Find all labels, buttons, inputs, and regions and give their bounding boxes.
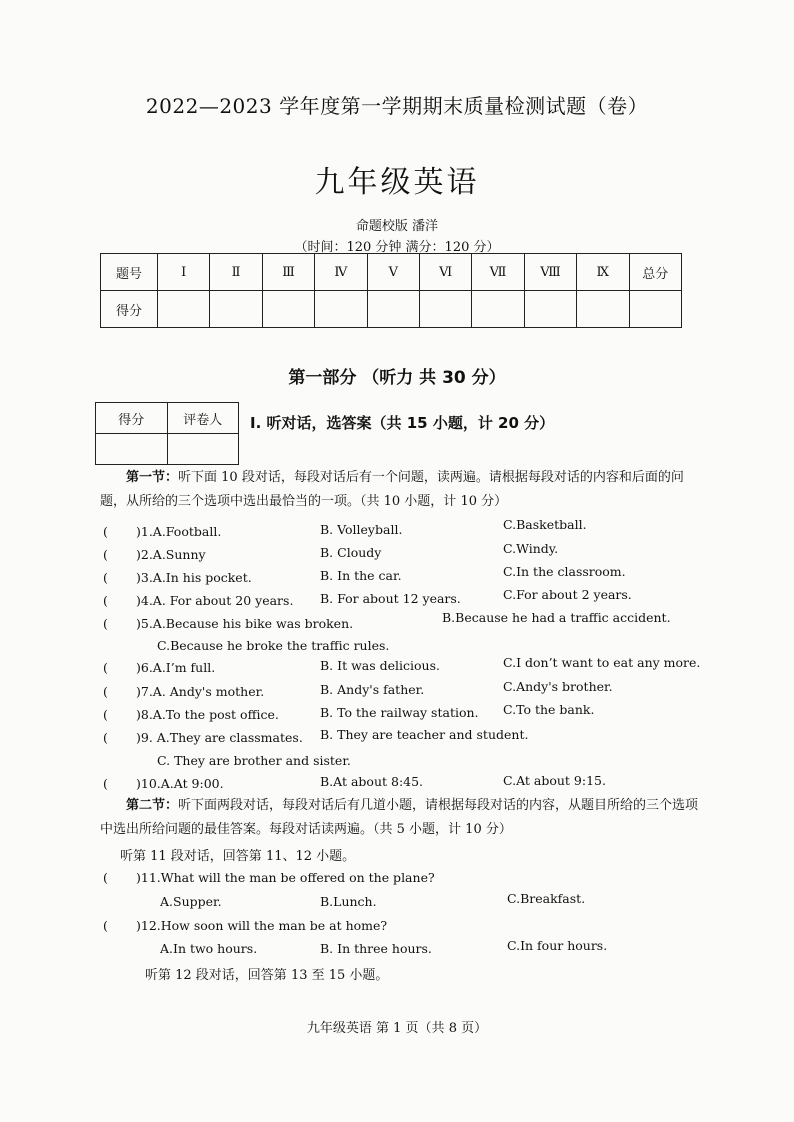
answer-blank[interactable]: ( bbox=[103, 660, 108, 675]
exam-title: 2022—2023 学年度第一学期期末质量检测试题（卷） bbox=[145, 94, 649, 118]
question-6-option-a: )6.A.I’m full. bbox=[136, 660, 216, 675]
score-table-col-9: Ⅸ bbox=[577, 254, 629, 291]
answer-blank[interactable]: ( bbox=[103, 707, 108, 722]
score-table-col-5: Ⅴ bbox=[367, 254, 419, 291]
score-cell[interactable] bbox=[367, 291, 419, 328]
answer-blank[interactable]: ( bbox=[103, 524, 108, 539]
question-2-option-b: B. Cloudy bbox=[320, 545, 382, 560]
question-11-option-a: A.Supper. bbox=[160, 894, 222, 909]
question-7-option-c: C.Andy's brother. bbox=[503, 679, 613, 694]
exam-time-info: （时间：120 分钟 满分：120 分） bbox=[294, 240, 500, 255]
score-table-col-2: Ⅱ bbox=[210, 254, 262, 291]
score-table-header-row bbox=[101, 254, 682, 291]
score-cell[interactable] bbox=[262, 291, 314, 328]
question-4-option-b: B. For about 12 years. bbox=[320, 591, 461, 606]
answer-blank[interactable]: ( bbox=[103, 593, 108, 608]
question-11-option-b: B.Lunch. bbox=[320, 894, 377, 909]
answer-blank[interactable]: ( bbox=[103, 684, 108, 699]
answer-blank[interactable]: ( bbox=[103, 870, 108, 885]
section2-text: 听下面两段对话，每段对话后有几道小题，请根据每段对话的内容，从题目所给的三个选项中选出所给问题的最佳答案。每段对话读两遍。（共 5 小题，计 10 分） bbox=[100, 798, 699, 837]
exam-author: 命题校版 潘洋 bbox=[355, 219, 439, 234]
grader-name-cell[interactable] bbox=[167, 434, 239, 465]
answer-blank[interactable]: ( bbox=[103, 616, 108, 631]
question-11-option-c: C.Breakfast. bbox=[507, 891, 586, 906]
part1-title: 第一部分 （听力 共 30 分） bbox=[288, 368, 506, 388]
score-table-col-1: Ⅰ bbox=[158, 254, 210, 291]
question-9-option-b: B. They are teacher and student. bbox=[320, 727, 529, 742]
question-7-option-b: B. Andy's father. bbox=[320, 682, 425, 697]
score-table-col-4: Ⅳ bbox=[315, 254, 367, 291]
answer-blank[interactable]: ( bbox=[103, 918, 108, 933]
question-9-option-c: C. They are brother and sister. bbox=[157, 753, 351, 768]
question-5-option-b: B.Because he had a traffic accident. bbox=[442, 610, 671, 625]
score-cell[interactable] bbox=[472, 291, 524, 328]
question-8-option-c: C.To the bank. bbox=[503, 702, 595, 717]
score-table-col-8: Ⅷ bbox=[524, 254, 576, 291]
score-table-col-6: Ⅵ bbox=[419, 254, 471, 291]
score-cell[interactable] bbox=[577, 291, 629, 328]
score-table-col-total: 总分 bbox=[629, 254, 681, 291]
question-3-option-c: C.In the classroom. bbox=[503, 564, 626, 579]
question-5-option-a: )5.A.Because his bike was broken. bbox=[136, 616, 354, 631]
question-1-option-c: C.Basketball. bbox=[503, 517, 587, 532]
score-cell[interactable] bbox=[315, 291, 367, 328]
dialog-11-intro: 听第 11 段对话，回答第 11、12 小题。 bbox=[120, 849, 356, 864]
dialog-12-intro: 听第 12 段对话，回答第 13 至 15 小题。 bbox=[145, 968, 389, 983]
question-8-option-a: )8.A.To the post office. bbox=[136, 707, 279, 722]
question-2-option-a: )2.A.Sunny bbox=[136, 547, 206, 562]
question-12-stem: )12.How soon will the man be at home? bbox=[136, 918, 388, 933]
question-6-option-c: C.I don’t want to eat any more. bbox=[503, 655, 701, 670]
answer-blank[interactable]: ( bbox=[103, 570, 108, 585]
answer-blank[interactable]: ( bbox=[103, 730, 108, 745]
score-table bbox=[100, 253, 682, 328]
question-1-option-a: )1.A.Football. bbox=[136, 524, 222, 539]
question-11-stem: )11.What will the man be offered on the plane? bbox=[136, 870, 435, 885]
grader-score-label: 得分 bbox=[96, 403, 168, 434]
grader-score-cell[interactable] bbox=[96, 434, 168, 465]
question-1-option-b: B. Volleyball. bbox=[320, 522, 403, 537]
section2-instructions bbox=[100, 794, 700, 842]
score-table-col-7: Ⅶ bbox=[472, 254, 524, 291]
grader-name-label: 评卷人 bbox=[167, 403, 239, 434]
question-3-option-b: B. In the car. bbox=[320, 568, 402, 583]
question-8-option-b: B. To the railway station. bbox=[320, 705, 479, 720]
section-heading: Ⅰ. 听对话，选答案（共 15 小题，计 20 分） bbox=[250, 414, 555, 432]
question-9-option-a: )9. A.They are classmates. bbox=[136, 730, 303, 745]
question-4-option-a: )4.A. For about 20 years. bbox=[136, 593, 294, 608]
question-4-option-c: C.For about 2 years. bbox=[503, 587, 632, 602]
grader-table bbox=[95, 402, 239, 465]
score-table-score-row bbox=[101, 291, 682, 328]
answer-blank[interactable]: ( bbox=[103, 547, 108, 562]
section1-instructions bbox=[100, 466, 700, 514]
page-footer: 九年级英语 第 1 页（共 8 页） bbox=[306, 1021, 488, 1036]
section1-label: 第一节： bbox=[126, 470, 179, 485]
question-2-option-c: C.Windy. bbox=[503, 541, 559, 556]
score-table-row-label: 得分 bbox=[101, 291, 158, 328]
question-10-option-a: )10.A.At 9:00. bbox=[136, 776, 224, 791]
score-table-col-3: Ⅲ bbox=[262, 254, 314, 291]
section1-text: 听下面 10 段对话，每段对话后有一个问题，读两遍。请根据每段对话的内容和后面的问题，从所给的三个选项中选出最恰当的一项。（共 10 小题，计 10 分） bbox=[100, 470, 684, 509]
question-6-option-b: B. It was delicious. bbox=[320, 658, 440, 673]
score-cell[interactable] bbox=[210, 291, 262, 328]
question-10-option-b: B.At about 8:45. bbox=[320, 774, 424, 789]
exam-subject: 九年级英语 bbox=[314, 165, 480, 200]
section2-label: 第二节： bbox=[126, 798, 179, 813]
question-10-option-c: C.At about 9:15. bbox=[503, 773, 606, 788]
score-cell[interactable] bbox=[629, 291, 681, 328]
question-7-option-a: )7.A. Andy's mother. bbox=[136, 684, 265, 699]
score-cell[interactable] bbox=[419, 291, 471, 328]
question-3-option-a: )3.A.In his pocket. bbox=[136, 570, 252, 585]
question-12-option-a: A.In two hours. bbox=[160, 941, 258, 956]
question-5-option-c: C.Because he broke the traffic rules. bbox=[157, 638, 390, 653]
question-12-option-b: B. In three hours. bbox=[320, 941, 432, 956]
score-cell[interactable] bbox=[158, 291, 210, 328]
score-cell[interactable] bbox=[524, 291, 576, 328]
score-table-row-label: 题号 bbox=[101, 254, 158, 291]
question-12-option-c: C.In four hours. bbox=[507, 938, 608, 953]
answer-blank[interactable]: ( bbox=[103, 776, 108, 791]
